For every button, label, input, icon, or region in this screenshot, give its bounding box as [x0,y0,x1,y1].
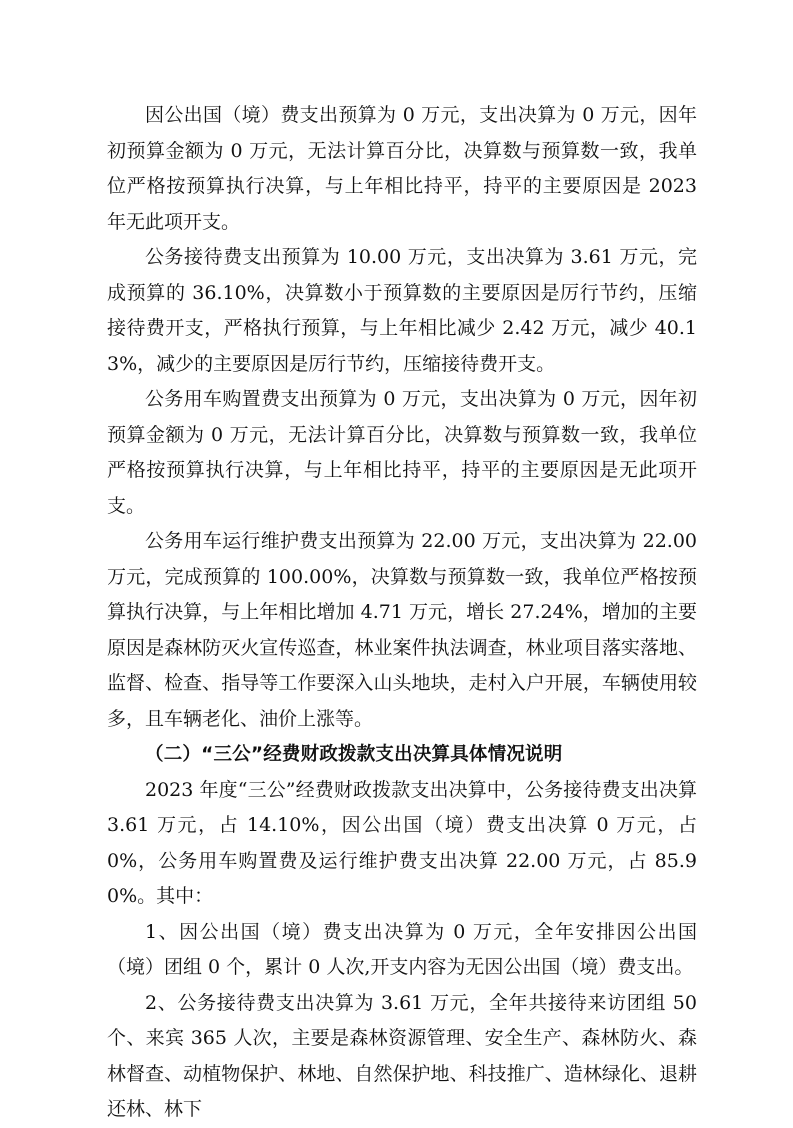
paragraph-overseas-travel: 因公出国（境）费支出预算为 0 万元，支出决算为 0 万元，因年初预算金额为 0 万元，无法计算百分比，决算数与预算数一致，我单位严格按预算执行决算，与上年相比持平，持平的主要原因是 2023 年无此项开支。 [107,104,697,233]
paragraph-vehicle-maintenance: 公务用车运行维护费支出预算为 22.00 万元，支出决算为 22.00 万元，完成预算的 100.00%，决算数与预算数一致，我单位严格按预算执行决算，与上年相比增加 4.71 万元，增长 27.24%，增加的主要原因是森林防灭火宣传巡查，林业案件执法调查，林业项目落实落地、监督、检查、指导等工作要深入山头地块，走村入户开展，车辆使用较多，且车辆老化、油价上涨等。 [107,530,697,730]
document-body [107,98,697,1128]
paragraph-summary: 2023 年度“三公”经费财政拨款支出决算中，公务接待费支出决算 3.61 万元，占 14.10%，因公出国（境）费支出决算 0 万元，占 0%，公务用车购置费及运行维护费支出决算 22.00 万元，占 85.90%。其中： [107,778,697,907]
section-heading: （二）“三公”经费财政拨款支出决算具体情况说明 [145,744,563,765]
paragraph-item-1: 1、因公出国（境）费支出决算为 0 万元，全年安排因公出国（境）团组 0 个，累计 0 人次,开支内容为无因公出国（境）费支出。 [107,920,697,978]
paragraph-reception: 公务接待费支出预算为 10.00 万元，支出决算为 3.61 万元，完成预算的 36.10%，决算数小于预算数的主要原因是厉行节约，压缩接待费开支，严格执行预算，与上年相比减少 2.42 万元，减少 40.13%，减少的主要原因是厉行节约，压缩接待费开支。 [107,246,697,375]
paragraph-vehicle-purchase: 公务用车购置费支出预算为 0 万元，支出决算为 0 万元，因年初预算金额为 0 万元，无法计算百分比，决算数与预算数一致，我单位严格按预算执行决算，与上年相比持平，持平的主要原因是无此项开支。 [107,388,697,517]
paragraph-item-2: 2、公务接待费支出决算为 3.61 万元，全年共接待来访团组 50 个、来宾 365 人次，主要是森林资源管理、安全生产、森林防火、森林督查、动植物保护、林地、自然保护地、科技推广、造林绿化、退耕还林、林下 [107,991,697,1120]
